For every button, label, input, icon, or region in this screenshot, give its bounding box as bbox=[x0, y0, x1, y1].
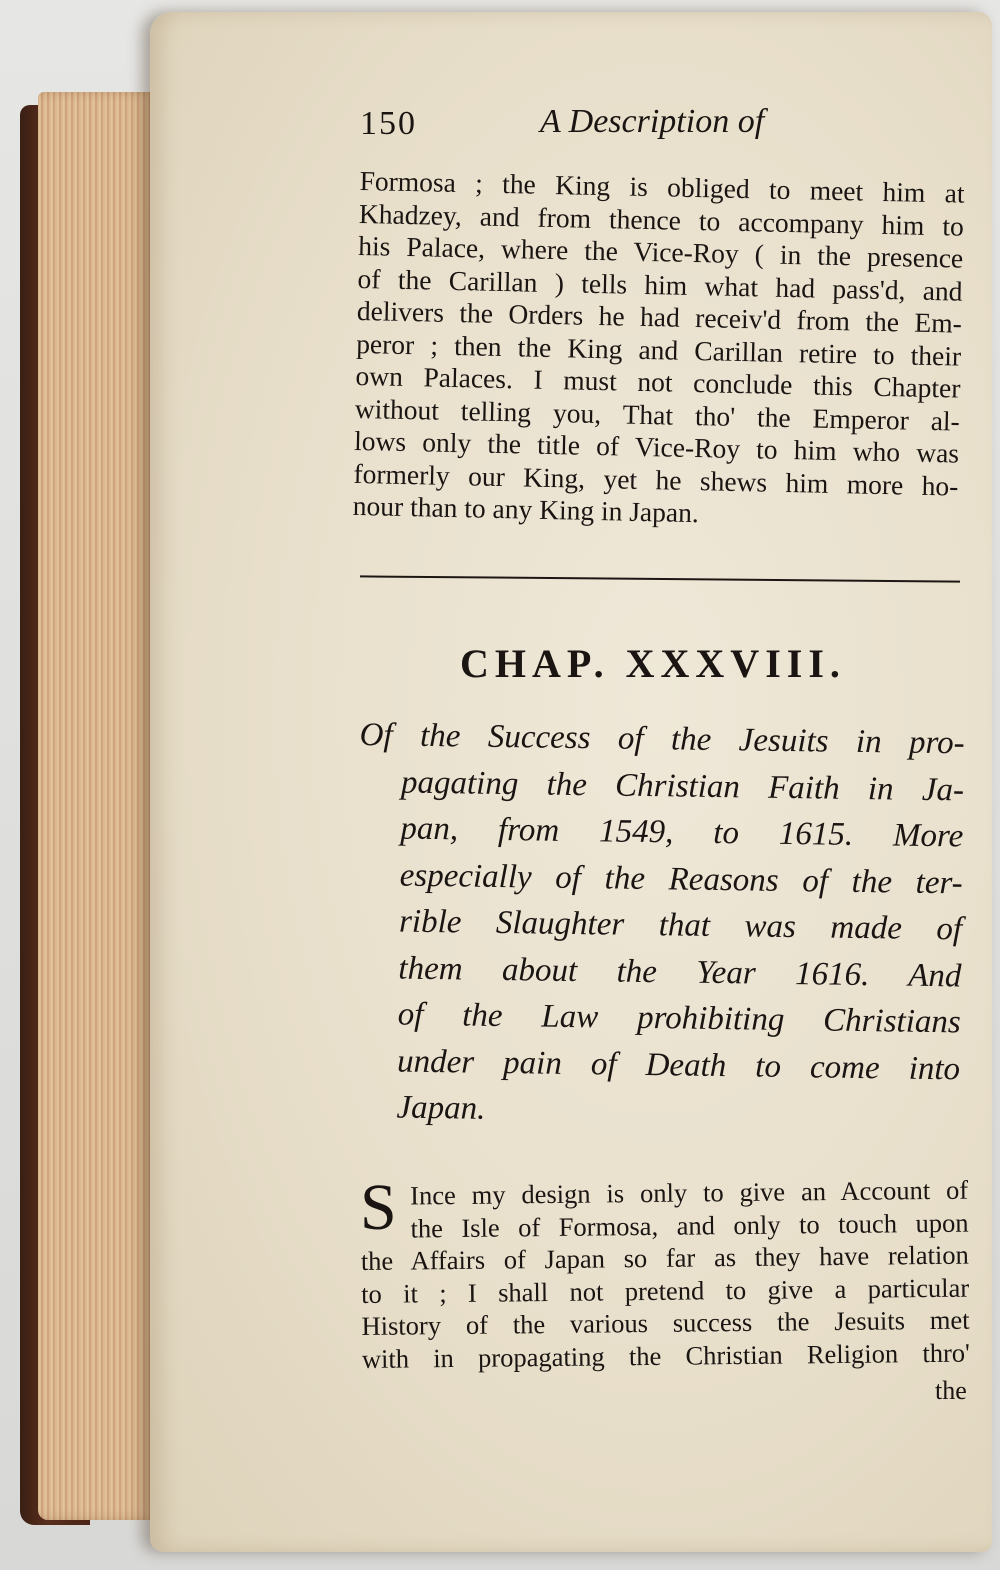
running-title: A Description of bbox=[540, 103, 765, 140]
paragraph-1 bbox=[353, 165, 965, 535]
page-number: 150 bbox=[360, 105, 417, 142]
text-line: own Palaces. I must not conclude this Chapter bbox=[355, 359, 961, 404]
text-line: formerly our King, yet he shews him more ho- bbox=[353, 457, 959, 502]
text-line: without telling you, That tho' the Emperor al- bbox=[354, 392, 961, 437]
text-line: nour than to any King in Japan. bbox=[352, 489, 700, 529]
text-line: Khadzey, and from thence to accompany him to bbox=[358, 197, 965, 242]
text-line: to it ; I shall not pretend to give a particular bbox=[361, 1272, 970, 1309]
text-line: delivers the Orders he had receiv'd from the Em- bbox=[356, 294, 963, 339]
text-line: his Palace, where the Vice-Roy ( in the presence bbox=[357, 229, 964, 274]
subtitle-line: Japan. bbox=[396, 1089, 486, 1127]
subtitle-line: of the Law prohibiting Christians bbox=[397, 996, 961, 1041]
subtitle-line: pan, from 1549, to 1615. More bbox=[400, 810, 964, 855]
subtitle-line: Of the Success of the Jesuits in pro- bbox=[359, 716, 965, 762]
subtitle-line: pagating the Christian Faith in Ja- bbox=[400, 764, 965, 808]
subtitle-line: under pain of Death to come into bbox=[396, 1043, 961, 1087]
subtitle-line: rible Slaughter that was made of bbox=[398, 903, 963, 948]
text-line: peror ; then the King and Carillan retire to their bbox=[355, 327, 962, 372]
text-line: Formosa ; the King is obliged to meet him at bbox=[359, 165, 965, 209]
page-edges bbox=[38, 92, 158, 1520]
text-line: the Isle of Formosa, and only to touch upon bbox=[410, 1207, 969, 1243]
running-head bbox=[360, 105, 920, 155]
text-line: of the Carillan ) tells him what had pass'd, and bbox=[357, 262, 963, 307]
chapter-heading: CHAP. XXXVIII. bbox=[460, 641, 846, 686]
paragraph-2 bbox=[360, 1171, 970, 1375]
drop-cap: S bbox=[360, 1171, 397, 1244]
text-line: History of the various success the Jesuits met bbox=[361, 1304, 970, 1341]
text-line: lows only the title of Vice-Roy to him who was bbox=[353, 424, 960, 469]
text-line: Ince my design is only to give an Account of bbox=[410, 1174, 969, 1211]
catchword: the bbox=[935, 1376, 967, 1405]
text-line: the Affairs of Japan so far as they have relation bbox=[360, 1239, 969, 1276]
text-line: with in propagating the Christian Religion thro' bbox=[361, 1337, 970, 1374]
chapter-subtitle bbox=[354, 712, 965, 1139]
subtitle-line: especially of the Reasons of the ter- bbox=[399, 857, 963, 901]
subtitle-line: them about the Year 1616. And bbox=[398, 950, 962, 994]
